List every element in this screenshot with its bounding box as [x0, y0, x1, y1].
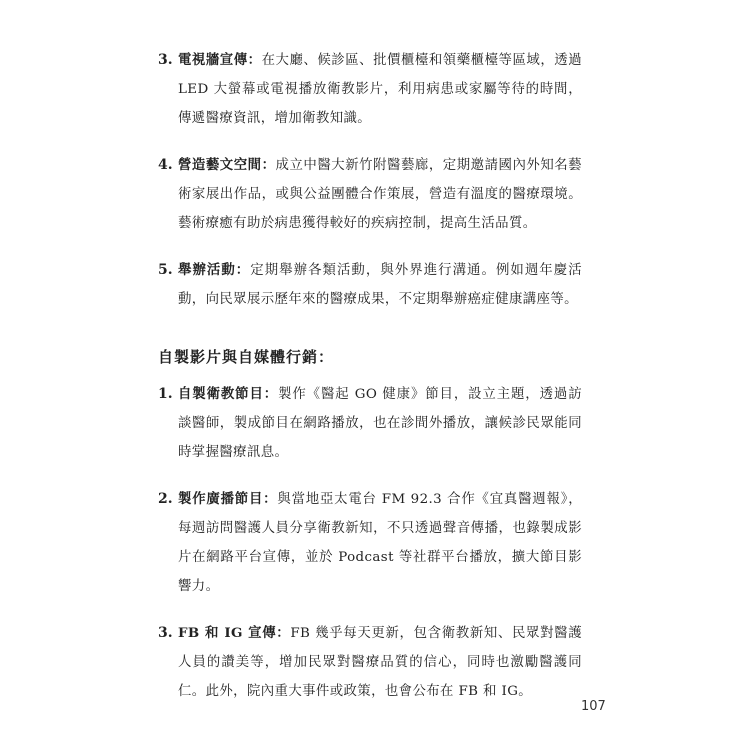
promotion-list-1: [158, 46, 582, 314]
list-item-title: FB 和 IG 宣傳：: [178, 625, 291, 641]
list-item: [158, 619, 582, 706]
list-item-number: 2.: [158, 491, 173, 507]
page-number: 107: [581, 699, 606, 714]
list-item: [158, 151, 582, 238]
list-item-body: [178, 380, 582, 467]
list-item: [158, 380, 582, 467]
list-item-number: 3.: [158, 52, 173, 68]
list-item-title: 舉辦活動：: [178, 262, 251, 278]
list-item: [158, 256, 582, 314]
list-item-title: 營造藝文空間：: [178, 157, 276, 173]
list-item-text: 在大廳、候診區、批價櫃檯和領藥櫃檯等區域，透過 LED 大螢幕或電視播放衛教影片，利用病患或家屬等待的時間，傳遞醫療資訊，增加衛教知識。: [178, 53, 582, 126]
list-item-text: 成立中醫大新竹附醫藝廊，定期邀請國內外知名藝術家展出作品，或與公益團體合作策展，營造有溫度的醫療環境。藝術療癒有助於病患獲得較好的疾病控制，提高生活品質。: [178, 158, 582, 231]
list-item-body: [178, 256, 582, 314]
list-item: [158, 485, 582, 601]
list-item-text: 製作《醫起 GO 健康》節目，設立主題，透過訪談醫師，製成節目在網路播放，也在診間外播放，讓候診民眾能同時掌握醫療訊息。: [178, 387, 582, 460]
list-item-text: 定期舉辦各類活動，與外界進行溝通。例如週年慶活動，向民眾展示歷年來的醫療成果，不定期舉辦癌症健康講座等。: [178, 263, 583, 307]
list-item-text: 與當地亞太電台 FM 92.3 合作《宜真醫週報》，每週訪問醫護人員分享衛教新知，不只透過聲音傳播，也錄製成影片在網路平台宣傳，並於 Podcast 等社群平台播放，擴大節目影響力。: [178, 492, 582, 594]
list-item-text: FB 幾乎每天更新，包含衛教新知、民眾對醫護人員的讚美等，增加民眾對醫療品質的信心，同時也激勵醫護同仁。此外，院內重大事件或政策，也會公布在 FB 和 IG。: [178, 626, 582, 699]
list-item-number: 4.: [158, 157, 173, 173]
list-item-body: [178, 619, 582, 706]
list-item-body: [178, 46, 582, 133]
section-heading: 自製影片與自媒體行銷：: [158, 348, 335, 366]
list-item-body: [178, 485, 582, 601]
list-item-number: 1.: [158, 386, 173, 402]
list-item-title: 製作廣播節目：: [178, 491, 278, 507]
list-item-body: [178, 151, 582, 238]
list-item-title: 電視牆宣傳：: [178, 52, 262, 68]
list-item: [158, 46, 582, 133]
list-item-title: 自製衛教節目：: [178, 386, 279, 402]
list-item-number: 3.: [158, 625, 173, 641]
promotion-list-2: [158, 380, 582, 706]
list-item-number: 5.: [158, 262, 173, 278]
